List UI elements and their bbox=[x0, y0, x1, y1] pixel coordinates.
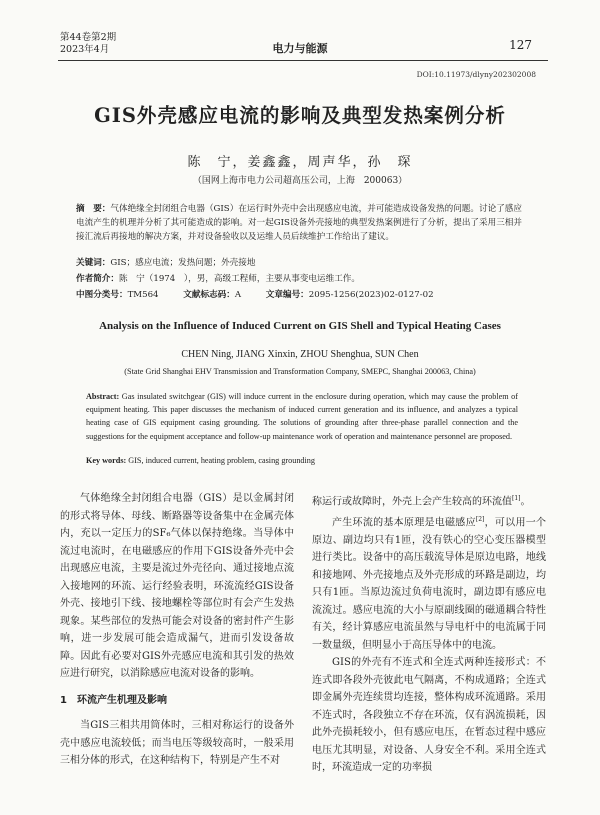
paragraph-text: ，可以用一个原边、副边均只有1匝，没有铁心的空心变压器模型进行类比。设备中的高压载流导体是原边电路，地线和接地网、外壳接地点及外壳形成的环路是副边，均只有1匝。当原边流过负荷电流时，副边即有感应电流流过。感应电流的大小与原副线圈的磁通耦合特性有关，经计算感应电流虽然与导电杆中的电流属于同一数量级，但明显小于高压导体中的电流。 bbox=[312, 517, 547, 651]
abstract-en-text: Gas insulated switchgear (GIS) will induce current in the enclosure during operation, which may cause the problem of equipment heating. This paper discusses the mechanism of induced current generation and its influence, and analyzes a typical heating case of GIS equipment casing grounding. The solutions of grounding after three-phase parallel connection and the suggestions for the equipment acceptance and follow-up maintenance work of operation and maintenance personnel are proposed. bbox=[86, 392, 518, 441]
clc-label: 中图分类号： bbox=[76, 290, 128, 300]
keywords-label: 关键词： bbox=[76, 258, 111, 268]
paragraph-text: 产生环流的基本原理是电磁感应 bbox=[332, 517, 476, 529]
paragraph-text: 。 bbox=[520, 496, 531, 508]
author-bio bbox=[76, 272, 536, 284]
volume-issue: 第44卷第2期 bbox=[60, 32, 117, 43]
issue-date: 2023年4月 bbox=[60, 44, 110, 55]
author-bio-text: 陈 宁（1974 ），男，高级工程师，主要从事变电运维工作。 bbox=[118, 274, 360, 284]
keywords-chinese bbox=[76, 256, 536, 268]
citation[interactable]: [1] bbox=[512, 495, 521, 502]
paragraph bbox=[312, 490, 546, 511]
journal-name: 电力与能源 bbox=[272, 42, 328, 55]
article-number-label: 文章编号： bbox=[265, 290, 309, 300]
authors-english: CHEN Ning, JIANG Xinxin, ZHOU Shenghua, SUN Chen bbox=[181, 349, 419, 360]
body-right-column bbox=[312, 490, 546, 777]
affiliation-chinese: （国网上海市电力公司超高压公司，上海 200063） bbox=[192, 176, 408, 186]
keywords-text: GIS；感应电流；发热问题；外壳接地 bbox=[110, 258, 256, 268]
abstract-text: 气体绝缘全封闭组合电器（GIS）在运行时外壳中会出现感应电流，并可能造成设备发热的问题。讨论了感应电流产生的机理并分析了其可能造成的影响。对一起GIS设备外壳接地的典型发热案例进行了分析，提出了采用三相并接汇流后再接地的解决方案，并对设备验收以及运维人员后续维护工作给出了建议。 bbox=[76, 204, 522, 242]
section-heading: 1 环流产生机理及影响 bbox=[60, 694, 167, 706]
clc-value: TM564 bbox=[127, 290, 159, 300]
abstract-english bbox=[86, 390, 518, 443]
abstract-en-label: Abstract: bbox=[86, 392, 120, 401]
abstract-label: 摘 要： bbox=[76, 204, 111, 214]
citation[interactable]: [2] bbox=[475, 515, 485, 523]
header-rule bbox=[58, 60, 548, 61]
keywords-en-text: GIS, induced current, heating problem, casing grounding bbox=[128, 456, 315, 465]
paragraph-text: 称运行或故障时，外壳上会产生较高的环流值 bbox=[312, 496, 512, 508]
paragraph bbox=[312, 511, 546, 654]
affiliation-english: (State Grid Shanghai EHV Transmission and Transformation Company, SMEPC, Shanghai 200063, China) bbox=[124, 367, 476, 376]
keywords-en-label: Key words: bbox=[86, 456, 127, 465]
keywords-english bbox=[86, 456, 518, 465]
body-left-column bbox=[60, 490, 294, 770]
author-bio-label: 作者简介： bbox=[76, 274, 119, 284]
page-number: 127 bbox=[509, 38, 532, 52]
title-english: Analysis on the Influence of Induced Current on GIS Shell and Typical Heating Cases bbox=[99, 320, 501, 332]
doi: DOI:10.11973/dlyny202302008 bbox=[416, 70, 536, 79]
doc-code-value: A bbox=[234, 290, 242, 300]
doc-code-label: 文献标志码： bbox=[183, 290, 235, 300]
abstract-chinese bbox=[76, 203, 522, 244]
paragraph: 当GIS三相共用筒体时，三相对称运行的设备外壳中感应电流较低；而当电压等级较高时，一般采用三相分体的形式，在这种结构下，特别是产生不对 bbox=[60, 720, 294, 766]
title-chinese: GIS外壳感应电流的影响及典型发热案例分析 bbox=[94, 104, 506, 127]
authors-chinese: 陈 宁，姜鑫鑫，周声华，孙 琛 bbox=[187, 155, 413, 170]
article-number-value: 2095-1256(2023)02-0127-02 bbox=[308, 290, 434, 300]
paragraph: 气体绝缘全封闭组合电器（GIS）是以金属封闭的形式将导体、母线、断路器等设备集中在金属壳体内，充以一定压力的SF₆气体以保持绝缘。当导体中流过电流时，在电磁感应的作用下GIS设备外壳中会出现感应电流，主要是流过外壳径向、通过接地点流入接地网的环流、运行经验表明，环流流经GIS设备外壳、接地引下线、接地螺栓等部位时有会产生发热现象。某些部位的发热可能会对设备的密封件产生影响，进一步发展可能会造成漏气，进而引发设备故障。因此有必要对GIS外壳感应电流和其引发的热效应进行研究，以消除感应电流对设备的影响。 bbox=[60, 493, 294, 679]
classification-row bbox=[76, 288, 536, 300]
paragraph: GIS的外壳有不连式和全连式两种连接形式：不连式即各段外壳彼此电气隔离，不构成通路；全连式即金属外壳连续贯均连接，整体构成环流通路。采用不连式时，各段独立不存在环流，仅有涡流损耗，因此外壳损耗较小，但有感应电压，在暂态过程中感应电压尤其明显，对设备、人身安全不利。采用全连式时，环流造成一定的功率损 bbox=[312, 657, 546, 774]
